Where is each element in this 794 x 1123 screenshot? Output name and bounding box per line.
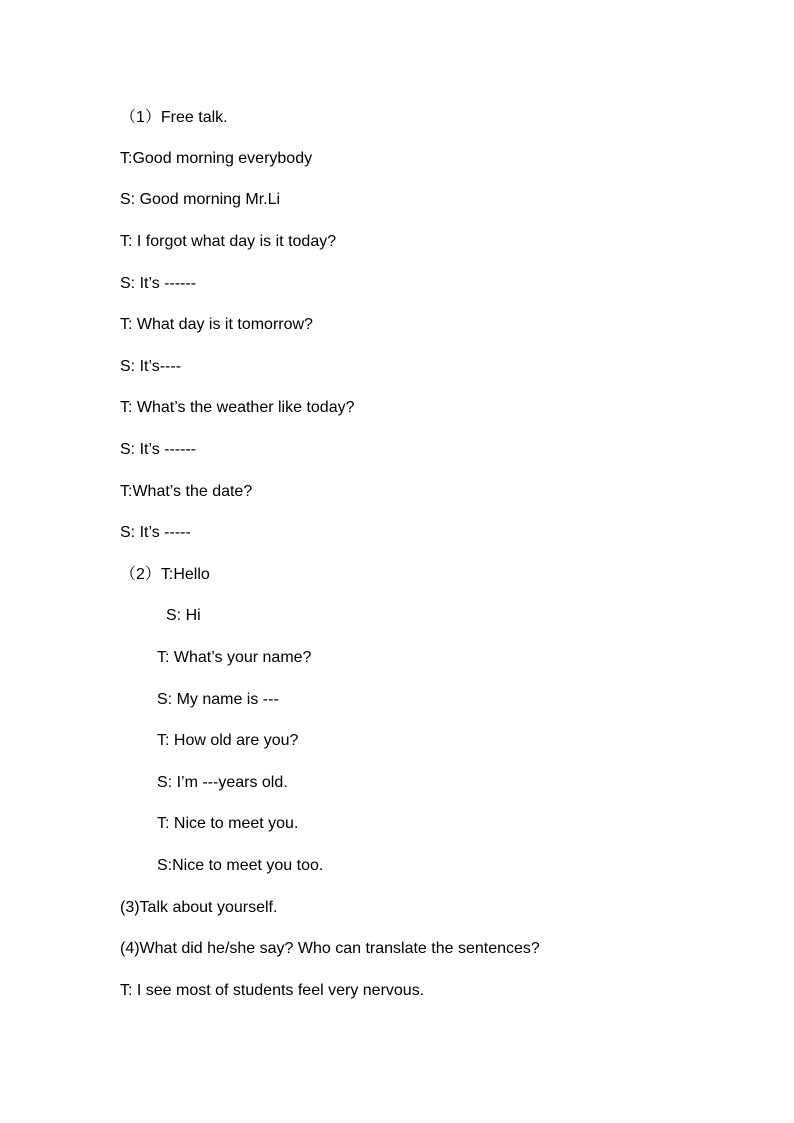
dialogue-line: S: It’s ----- xyxy=(120,524,191,541)
dialogue-line: T: Nice to meet you. xyxy=(157,815,299,832)
dialogue-line: S: My name is --- xyxy=(157,691,279,708)
dialogue-line: S: Good morning Mr.Li xyxy=(120,191,281,208)
dialogue-line: S: It’s ------ xyxy=(120,441,197,458)
heading-talk-about-yourself: (3)Talk about yourself. xyxy=(120,899,278,916)
dialogue-line: S: I’m ---years old. xyxy=(157,774,288,791)
dialogue-line: S: It’s---- xyxy=(120,358,182,375)
dialogue-line: T:What’s the date? xyxy=(120,483,253,500)
dialogue-line: S: Hi xyxy=(166,607,201,624)
dialogue-line: T: I forgot what day is it today? xyxy=(120,233,337,250)
dialogue-line: S: It’s ------ xyxy=(120,275,197,292)
heading-hello-dialogue: （2）T:Hello xyxy=(120,566,210,583)
dialogue-line: S:Nice to meet you too. xyxy=(157,857,324,874)
dialogue-line: T: What day is it tomorrow? xyxy=(120,316,313,333)
heading-free-talk: （1）Free talk. xyxy=(120,109,228,126)
heading-translate: (4)What did he/she say? Who can translate the sentences? xyxy=(120,940,540,957)
dialogue-line: T: I see most of students feel very nervous. xyxy=(120,982,425,999)
dialogue-line: T: What’s your name? xyxy=(157,649,312,666)
dialogue-line: T: How old are you? xyxy=(157,732,299,749)
dialogue-line: T:Good morning everybody xyxy=(120,150,313,167)
dialogue-line: T: What’s the weather like today? xyxy=(120,399,355,416)
